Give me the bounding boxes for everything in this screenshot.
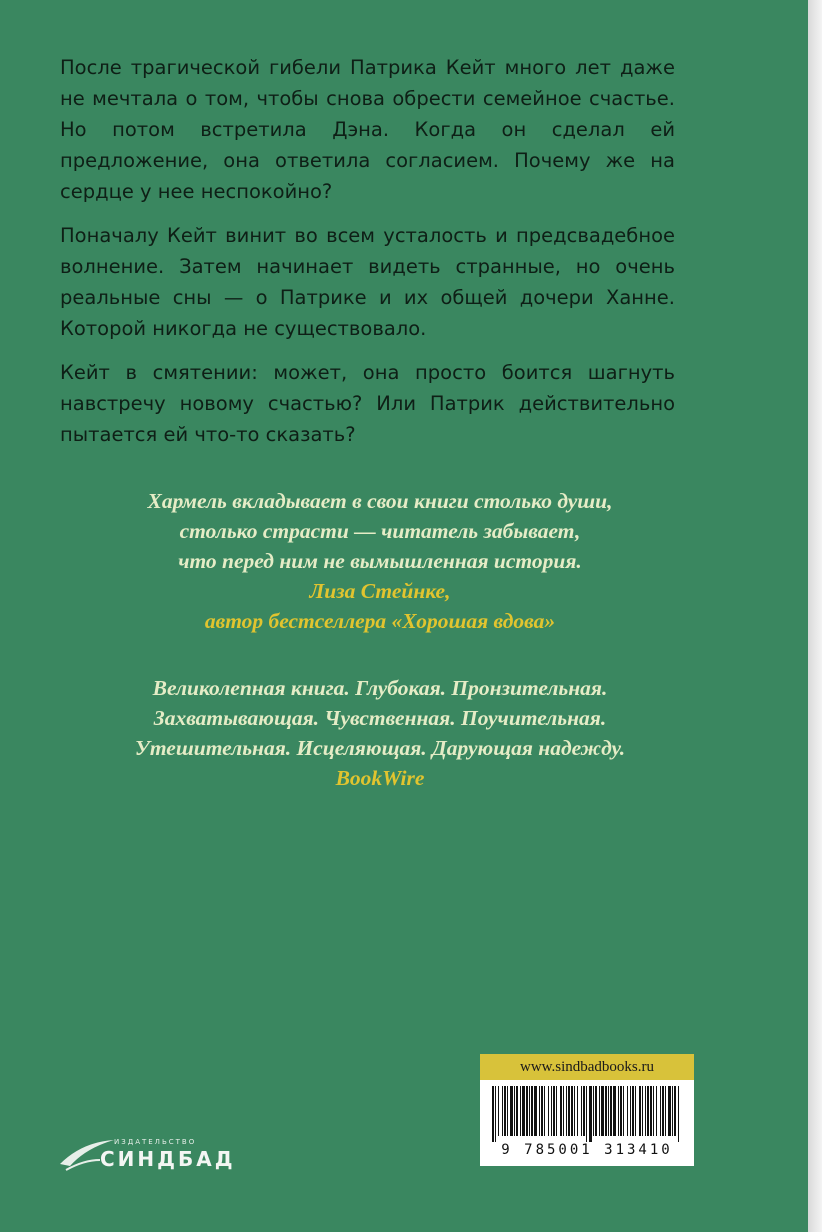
- book-blurb: [60, 52, 675, 463]
- barcode-icon: [490, 1086, 684, 1142]
- blurb-paragraph-2: Поначалу Кейт винит во всем усталость и предсвадебное волнение. Затем начинает видеть странные, но очень реальные сны — о Патрике и их общей дочери Ханне. Которой никогда не существовало.: [60, 224, 675, 340]
- isbn-number: 9 785001 313410: [501, 1142, 673, 1158]
- page-edge: [808, 0, 822, 1232]
- publisher-name: СИНДБАД: [100, 1147, 236, 1171]
- review-1-author-title: автор бестселлера «Хорошая вдова»: [204, 609, 556, 633]
- review-quote-2: [50, 673, 710, 793]
- review-2-line-1: Великолепная книга. Глубокая. Пронзительная.: [152, 676, 608, 700]
- review-1-line-1: Хармель вкладывает в свои книги столько души,: [147, 489, 613, 513]
- review-1-line-2: столько страсти — читатель забывает,: [179, 519, 581, 543]
- review-1-line-3: что перед ним не вымышленная история.: [178, 549, 582, 573]
- publisher-url: www.sindbadbooks.ru: [480, 1054, 694, 1080]
- review-2-author: BookWire: [335, 766, 425, 790]
- blurb-paragraph-3: Кейт в смятении: может, она просто боится шагнуть навстречу новому счастью? Или Патрик действительно пытается ей что-то сказать?: [60, 361, 675, 446]
- review-1-author: Лиза Стейнке,: [309, 579, 451, 603]
- blurb-paragraph-1: После трагической гибели Патрика Кейт много лет даже не мечтала о том, чтобы снова обрести семейное счастье. Но потом встретила Дэна. Когда он сделал ей предложение, она ответила согласием. Почему же на сердце у нее неспокойно?: [60, 56, 675, 203]
- review-2-line-2: Захватывающая. Чувственная. Поучительная.: [153, 706, 607, 730]
- review-quote-1: [50, 486, 710, 636]
- publisher-small-label: ИЗДАТЕЛЬСТВО: [114, 1138, 197, 1146]
- isbn-barcode-block: [480, 1054, 694, 1166]
- publisher-logo: [56, 1130, 246, 1180]
- review-2-line-3: Утешительная. Исцеляющая. Дарующая надежду.: [134, 736, 626, 760]
